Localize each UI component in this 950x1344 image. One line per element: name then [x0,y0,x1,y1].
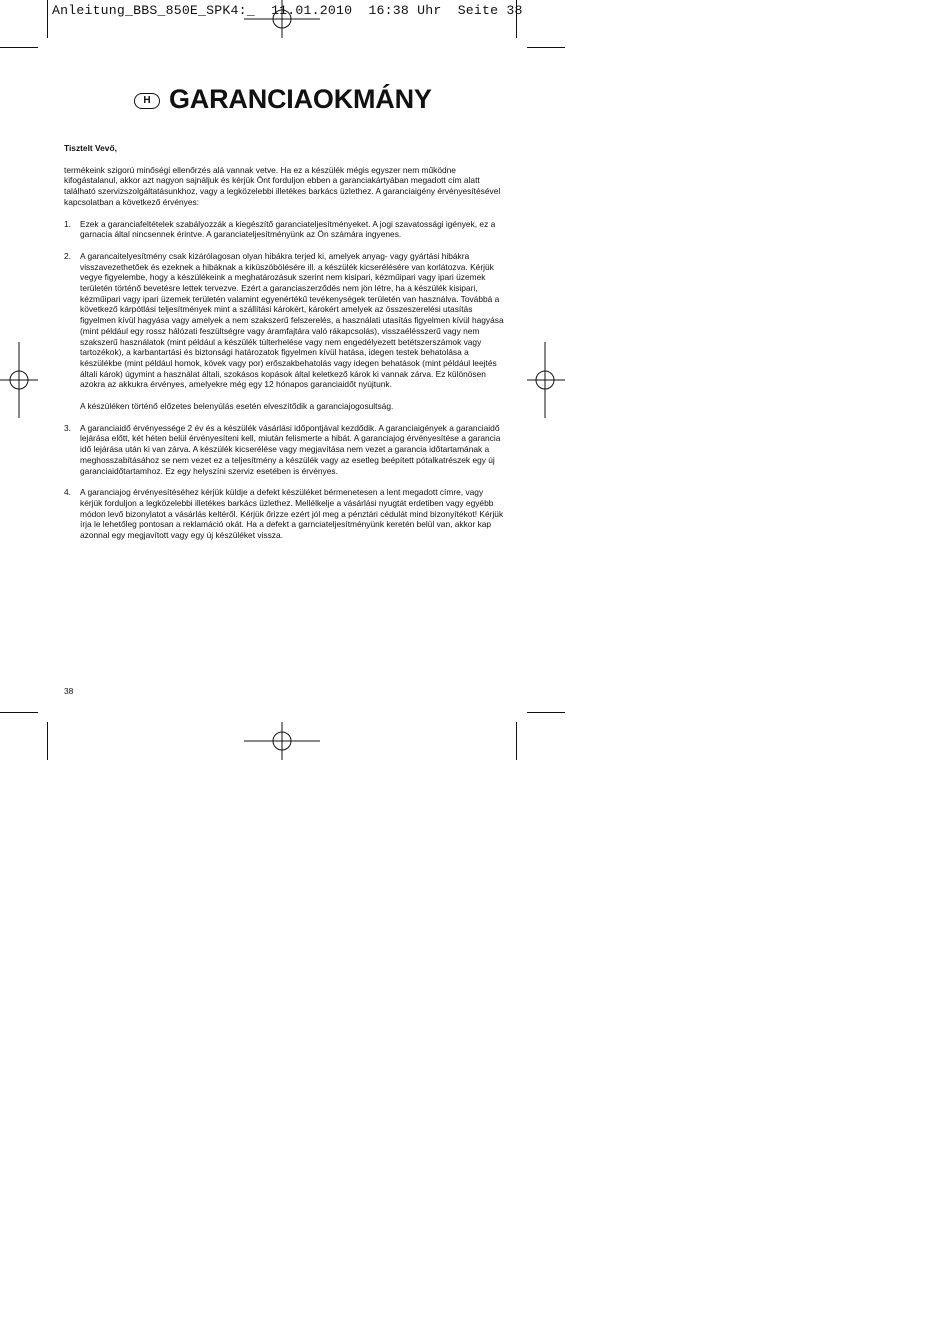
list-item-number: 2. [64,250,71,261]
registration-mark-left [0,342,38,418]
registration-mark-right [527,342,565,418]
list-item-1 [64,219,504,240]
document-body [64,143,504,552]
greeting: Tisztelt Vevő, [64,143,117,153]
list-item-body [80,423,504,477]
print-slug-line: Anleitung_BBS_850E_SPK4:_ 11.01.2010 16:38 Uhr Seite 38 [52,3,523,18]
list-item-paragraph: A garancaitelyesítmény csak kizárólagosan olyan hibákra terjed ki, amelyek anyag- vagy gyártási hibákra visszavezethetőek és ezeknek a hibáknak a kiküszöbölésére ill. a készülék kicserélésére van korlátozva. Kérjük vegye figyelembe, hogy a készülékeink a meghatározásuk szerint nem kisipari, kézműipari vagy ipari üzemek területén történő bevetésre lettek tervezve. Ezért a garanciaszerződés nem jön létre, ha a készülék kisipari, kézműipari vagy ipari üzemek területén valamint egyenértékű tevékenységek területén van használva. Továbbá a következő kárpótlási teljesítmények mint a szállítási károkért, károkért amelyek az összeszerelési utasítás figyelmen kívül hagyása vagy amelyek a nem szakszerű felszerelés, a használati utasítás figyelmen kívül hagyása (mint például egy rossz hálózati feszültségre vagy áramfajtára való rákapcsolás), visszaélésszerű vagy nem szakszerű használatok (mint például a készülék túlterhelése vagy nem engedélyezett betétszerszámok vagy tartozékok), a karbantartási és biztonsági határozatok figyelmen kívül hatása, idegen testek behatolása a készülékbe (mint például homok, kövek vagy por) erőszakbehatolás vagy idegen behatások (mint például leejtés általi károk) úgymint a használat általi, szokásos kopások által keletkező károk ki vannak zárva. Ez különösen azokra az akkukra érvényes, amelyekre még egy 12 hónapos garanciaidőt nyújtunk. [80,250,504,390]
language-badge: H [134,93,160,109]
page-title: GARANCIAOKMÁNY [169,84,432,114]
list-item-2 [64,251,504,412]
list-item-4 [64,487,504,541]
registration-mark-bottom [244,722,320,760]
page-number: 38 [64,686,74,696]
list-item-number: 4. [64,487,71,498]
list-item-paragraph: A garanciaidő érvényessége 2 év és a készülék vásárlási időpontjával kezdődik. A garanciaigények a garanciaidő lejárása előtt, két héten belül érvényesíteni kell, miután felismerte a hibát. A garanciajog érvényesítése a garancia idő lejárása után ki van zárva. A készülék kicserélése vagy megjavítása nem vezet a garancia időtartamának a meghosszabításához se nem vezet ez a teljesítmény a készülék vagy az esetleg beépített pótalkatrészek egy új garanciaidőtartamhoz. Ez egy helyszíni szerviz esetében is érvényes. [80,422,501,476]
title-row [134,84,432,115]
list-item-paragraph: Ezek a garanciafeltételek szabályozzák a kiegészítő garanciateljesítményeket. A jogi szavatossági igények, ez a garnacia által nincsennek érintve. A garanciateljesítményünk az Ön számára ingyenes. [80,218,496,240]
list-item-body [80,487,504,541]
list-item-body [80,219,504,240]
list-item-3 [64,423,504,477]
list-item-body [80,251,504,412]
registration-mark-top [244,0,320,38]
intro-paragraph: termékeink szigorú minőségi ellenőrzés alá vannak vetve. Ha ez a készülék mégis egyszer nem működne kifogástalanul, akkor azt nagyon sajnáljuk és kérjük Önt forduljon ebben a garanciakártyában megadott cím alatt található szervizszolgáltatásunkhoz, vagy a legközelebbi illetékes barkács üzlethez. A garanciaigény érvényesítésével kapcsolatban a következő érvényes: [64,164,501,207]
list-item-number: 1. [64,218,71,229]
list-item-paragraph: A készüléken történő előzetes belenyúlás esetén elveszítődik a garanciajogosultság. [80,401,394,412]
list-item-number: 3. [64,422,71,433]
list-item-paragraph: A garanciajog érvényesítéséhez kérjük küldje a defekt készüléket bérmenetesen a lent megadott címre, vagy kérjük forduljon a legközelebbi illetékes barkács üzlethez. Mellélkelje a vásárlási nyugtát erdetiben vagy egyébb módon levő bizonylatot a vásárlás keltéről. Kérjük őrizze ezért jól meg a pénztári cédulát mind bizonyítékot! Kérjük írja le lehetőleg pontosan a reklamáció okát. Ha a defekt a garnciateljesítményünk keretén belül van, akkor kap azonnal egy megjavított vagy egy új készüléket vissza. [80,487,504,541]
